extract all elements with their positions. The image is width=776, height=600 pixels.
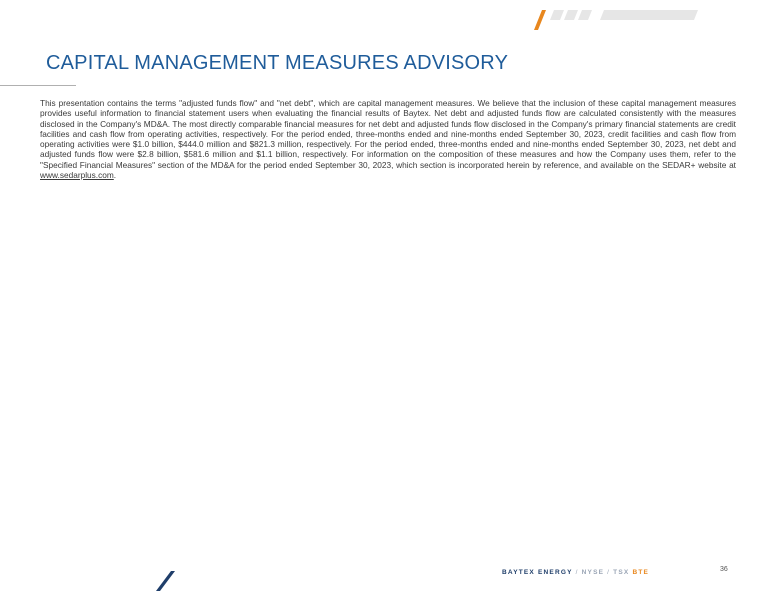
decorative-stripes-graphic	[520, 8, 710, 32]
footer-separator-1: /	[575, 569, 579, 576]
footer-separator-2: /	[607, 569, 611, 576]
advisory-text-end: .	[113, 170, 117, 181]
title-divider	[0, 85, 76, 86]
navy-slash-graphic	[155, 570, 177, 592]
ticker-symbol: BTE	[632, 569, 650, 576]
gray-stripe-3	[578, 10, 592, 20]
orange-slash	[534, 10, 546, 30]
gray-stripe-wide	[600, 10, 698, 20]
sedar-link[interactable]: www.sedarplus.com	[40, 170, 114, 181]
footer-brand	[502, 569, 649, 576]
advisory-paragraph	[40, 98, 736, 180]
gray-stripe-2	[564, 10, 578, 20]
gray-stripe-1	[550, 10, 564, 20]
exchange-tsx: TSX	[613, 569, 630, 576]
page-title: CAPITAL MANAGEMENT MEASURES ADVISORY	[46, 52, 509, 74]
page-number: 36	[720, 566, 728, 573]
exchange-nyse: NYSE	[581, 569, 605, 576]
company-name: BAYTEX ENERGY	[502, 569, 573, 576]
advisory-text: This presentation contains the terms "adjusted funds flow" and "net debt", which are capital management measures. We believe that the inclusion of these capital management measures provides useful information to financial statement users when evaluating the financial results of Baytex. Net debt and adjusted funds flow are calculated consistently with the measures disclosed in the Company's MD&A. The most directly comparable financial measures for net debt and adjusted funds flow disclosed in the Company's primary financial statements are credit facilities and cash flow from operating activities, respectively. For the period ended, three-months ended and nine-months ended September 30, 2023, credit facilities and cash flow from operating activities were $1.0 billion, $444.0 million and $821.3 million, respectively. For the period ended, three-months ended and nine-months ended September 30, 2023, net debt and adjusted funds flow were $2.8 billion, $581.6 million and $1.1 billion, respectively. For information on the composition of these measures and how the Company uses them, refer to the "Specified Financial Measures" section of the MD&A for the period ended September 30, 2023, which section is incorporated herein by reference, and available on the SEDAR+ website at	[40, 98, 736, 170]
